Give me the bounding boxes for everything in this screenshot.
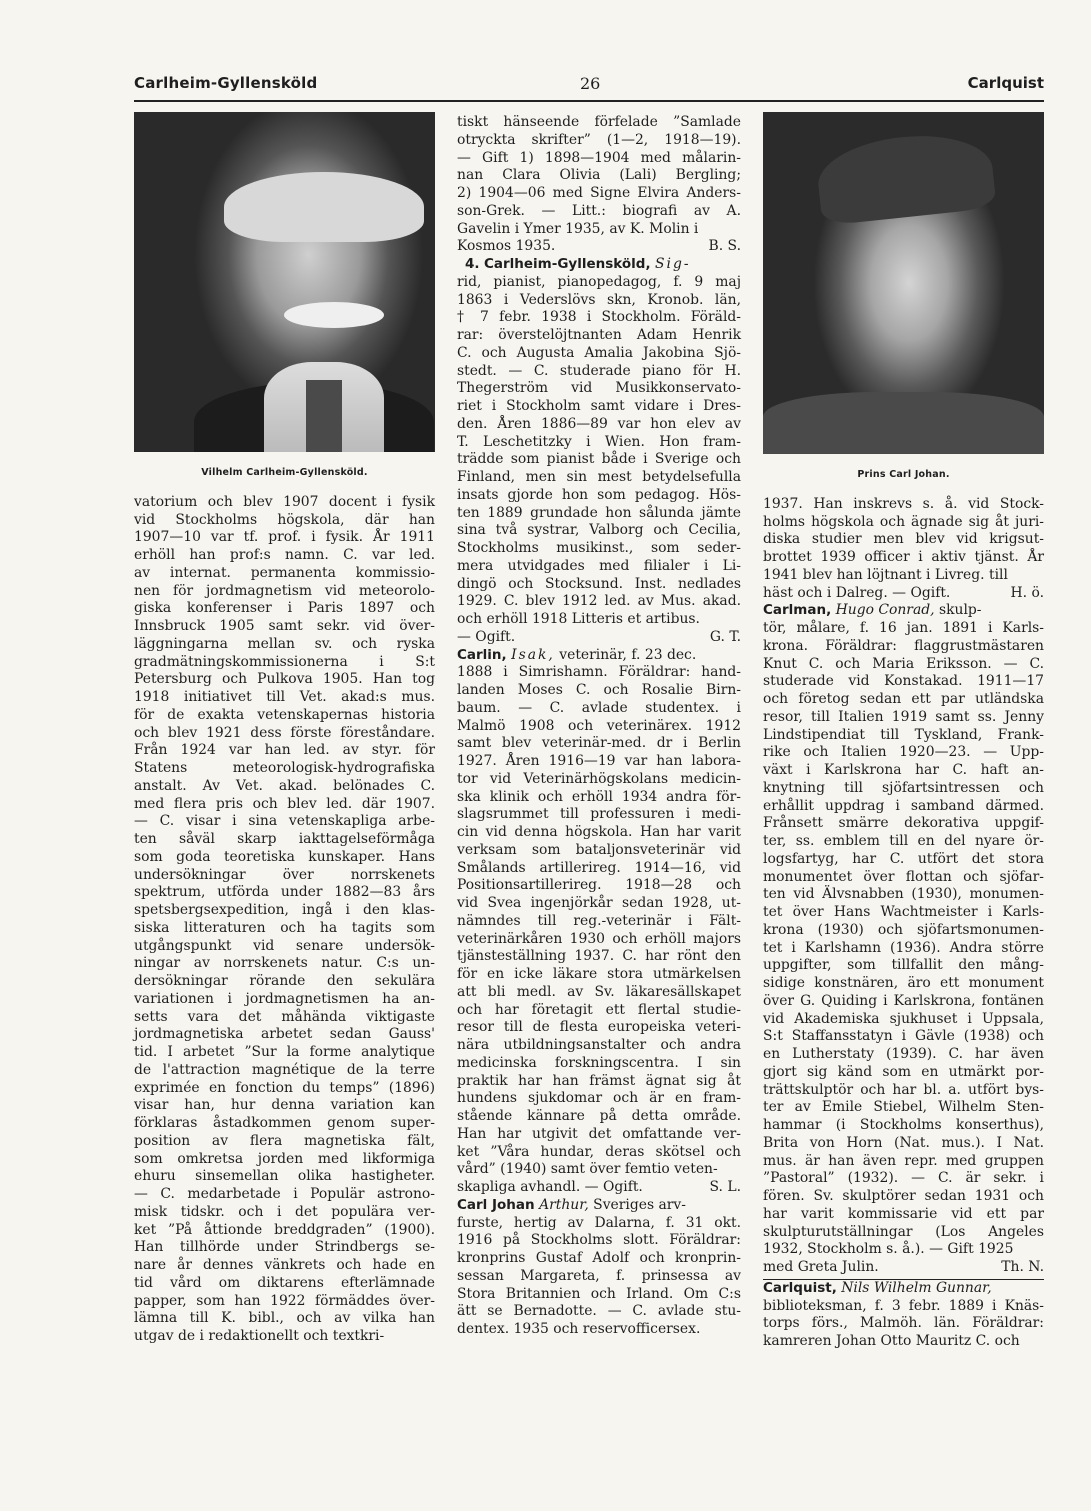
text-line: med flera pris och blev led. där 1907. — [134, 795, 435, 812]
text-line: 1937. Han inskrevs s. å. vid Stock- — [763, 495, 1044, 512]
text-line: fören. Sv. skulptörer sedan 1931 och — [763, 1188, 1044, 1204]
signature-line — [457, 629, 741, 647]
text-line: dentex. 1935 och reservofficersex. — [457, 1321, 701, 1337]
text-line: lämna till K. bibl., och av vilka han — [134, 1310, 435, 1327]
text-line: ”Pastoral” (1932). — C. är sekr. i — [763, 1170, 1044, 1187]
text-line: sidige konstnären, äro ett monument — [763, 975, 1044, 991]
text-line: tiskt hänseende förfelade ”Samlade — [457, 114, 741, 130]
text-line: sina två systrar, Valborg och Cecilia, — [457, 522, 741, 539]
text-line: Frånsett smärre dekorativa uppgif- — [763, 815, 1044, 832]
header-right-keyword: Carlquist — [967, 74, 1044, 92]
text-line: hammar (i Stockholms konserthus), — [763, 1117, 1044, 1133]
text-line: 2) 1904—06 med Signe Elvira Anders- — [457, 185, 741, 201]
text-line: Positionsartillerireg. 1918—28 och — [457, 877, 741, 894]
signature-text: — Ogift. — [457, 628, 516, 645]
entry-name: Carlheim-Gyllensköld, — [483, 256, 651, 272]
text-line: Knut C. och Maria Eriksson. — C. — [763, 655, 1044, 672]
text-line: uppgifter, som tillfallit den mång- — [763, 957, 1044, 974]
text-line: stående kännare på detta område. — [457, 1108, 741, 1124]
signature-line — [763, 1259, 1044, 1277]
text-line: vid Svea ingenjörkår sedan 1928, ut- — [457, 895, 741, 911]
text-line: — Gift 1) 1898—1904 med målarin- — [457, 149, 741, 166]
portrait-photo-prins-carl-johan — [763, 112, 1044, 454]
text-line: otryckta skrifter” (1—2, 1918—19). — [457, 131, 741, 148]
text-line: trättskulptör och har bl. a. utfört bys- — [763, 1081, 1044, 1098]
text-line: som omkretsa jorden med likformiga — [134, 1150, 435, 1167]
column-left — [134, 112, 435, 1346]
signature-line — [457, 238, 741, 256]
text-line: hundens sjukdomar och är en fram- — [457, 1090, 741, 1107]
text-line: rar: överstelöjtnanten Adam Henrik — [457, 327, 741, 343]
header-left-keyword: Carlheim-Gyllensköld — [134, 74, 318, 92]
signature-line — [457, 1179, 741, 1197]
text-line: krona (1930) och sjöfartsmonumen- — [763, 921, 1044, 938]
text-line: landen Moses C. och Rosalie Birn- — [457, 682, 741, 698]
text-line: för de exakta vetenskapernas historia — [134, 706, 435, 723]
text-line: nare år dennes vänkrets och hade en — [134, 1257, 435, 1273]
text-line: logsfartyg, har C. utfört det stora — [763, 850, 1044, 867]
text-line: Från 1924 var han led. av styr. för — [134, 742, 435, 759]
text-line: tjänsteställning 1937. C. har rönt den — [457, 948, 741, 965]
text-line: tid vård om diktarens efterlämnade — [134, 1274, 435, 1291]
author-initials: Th. N. — [1001, 1259, 1044, 1275]
text-line: läggningarna mellan sv. och ryska — [134, 635, 435, 652]
text-line: Innsbruck 1905 samt sekr. vid över- — [134, 618, 435, 634]
header-rule — [134, 100, 1044, 102]
column-right — [763, 112, 1044, 1351]
photo-caption: Vilhelm Carlheim-Gyllensköld. — [201, 467, 368, 478]
entry-name: Carlman, — [763, 602, 832, 619]
text-line: och erhöll 1918 Litteris et artibus. — [457, 611, 700, 627]
text-line: 1941 blev han löjtnant i Livreg. till — [763, 566, 1008, 583]
text-line: position av flera magnetiska fält, — [134, 1132, 435, 1149]
text-line: ska klinik och erhöll 1934 andra för- — [457, 788, 741, 805]
signature-text: skapliga avhandl. — Ogift. — [457, 1179, 643, 1195]
text-line: variationen i jordmagnetismen ha an- — [134, 990, 435, 1007]
text-line: den. Åren 1886—89 var hon elev av — [457, 415, 741, 432]
text-line: exprimée en fonction du temps” (1896) — [134, 1079, 435, 1096]
text-line: monumentet över flottan och sjöfar- — [763, 868, 1044, 885]
text-line: dersökningar rörande den sekulära — [134, 973, 435, 989]
entry-heading — [457, 1197, 741, 1215]
text-line: tet över Hans Wachtmeister i Karls- — [763, 904, 1044, 920]
text-line: ket ”Våra hundar, deras skötsel och — [457, 1143, 741, 1160]
text-line: slagsrummet till professuren i medi- — [457, 806, 741, 823]
text-line: ket ”På åttionde breddgraden” (1900). — [134, 1221, 435, 1238]
portrait-photo-carlheim-gyllenskold — [134, 112, 435, 452]
text-line: mus. är han även repr. med gruppen — [763, 1152, 1044, 1169]
body-text — [457, 114, 741, 238]
text-line: Han tillhörde under Strindbergs se- — [134, 1239, 435, 1256]
text-line: ningar av norrskenets natur. C:s un- — [134, 955, 435, 972]
entry-given-name: Nils Wilhelm Gunnar, — [841, 1279, 992, 1296]
text-line: de l'attraction magnétique de la terre — [134, 1061, 435, 1078]
text-line: T. Leschetitzky i Wien. Hon fram- — [457, 433, 741, 450]
text-line: nära utbildningsanstalter och andra — [457, 1037, 741, 1053]
text-line: dingö och Stocksund. Inst. nedlades — [457, 575, 741, 592]
text-line: brottet 1939 officer i aktiv tjänst. År — [763, 549, 1044, 565]
text-line: 1929. C. blev 1912 led. av Mus. akad. — [457, 593, 741, 610]
text-line: som goda teoretiska kunskaper. Hans — [134, 848, 435, 865]
text-line: och blev 1921 dess förste föreståndare. — [134, 724, 435, 741]
text-line: — C. visar i sina vetenskapliga arbe- — [134, 813, 435, 830]
text-line: vid Akademiska sjukhuset i Uppsala, — [763, 1010, 1044, 1027]
text-line: tet i Karlshamn (1936). Andra större — [763, 939, 1044, 956]
text-line: resor, till Italien 1919 samt ss. Jenny — [763, 708, 1044, 725]
text-line: torps förs., Malmöh. län. Föräldrar: — [763, 1315, 1044, 1332]
text-line: och företog sedan ett par utländska — [763, 691, 1044, 707]
text-line: kamreren Johan Otto Mauritz C. och — [763, 1333, 1020, 1349]
text-line: 1888 i Simrishamn. Föräldrar: hand- — [457, 664, 741, 681]
page-number: 26 — [580, 74, 601, 93]
text-line: verksam som bataljonsveterinär vid — [457, 841, 741, 858]
text-line: insats gjorde hon som pedagog. Hös- — [457, 486, 741, 503]
text-line: gjort sig känd som en utmärkt por- — [763, 1063, 1044, 1080]
entry-name: Carlquist, — [763, 1279, 837, 1296]
text-line: erhöll han prof:s namn. C. var led. — [134, 547, 435, 563]
text-line: utgav de i redaktionellt och textkri- — [134, 1328, 385, 1344]
signature-text: Kosmos 1935. — [457, 238, 556, 255]
text-line: C. och Augusta Amalia Jakobina Sjö- — [457, 344, 741, 361]
entry-heading — [457, 647, 741, 665]
text-line: son-Grek. — Litt.: biografi av A. — [457, 202, 741, 219]
text-line: misk tidskr. och i det populära ver- — [134, 1203, 435, 1220]
text-line: Stockholms musikinst., som seder- — [457, 540, 741, 556]
signature-text: häst och i Dalreg. — Ogift. — [763, 584, 951, 601]
body-text — [763, 1298, 1044, 1351]
text-line: ter, ss. emblem till en del nyare ör- — [763, 833, 1044, 849]
text-line: 1918 initiativet till Vet. akad:s mus. — [134, 689, 435, 705]
signature-line — [763, 585, 1044, 603]
text-line: vatorium och blev 1907 docent i fysik — [134, 493, 435, 510]
text-line: krona. Föräldrar: flaggrustmästaren — [763, 637, 1044, 654]
text-line: rike och Italien 1920—23. — Upp- — [763, 744, 1044, 761]
text-line: vård” (1940) samt över femtio veten- — [457, 1161, 718, 1178]
text-line: samt blev veterinär-med. dr i Berlin — [457, 735, 741, 752]
text-line: nämndes till reg.-veterinär i Fält- — [457, 912, 741, 929]
text-line: spektrum, utförda under 1882—83 års — [134, 884, 435, 901]
text-line: Lindstipendiat till Tyskland, Frank- — [763, 726, 1044, 743]
text-line: växt i Karlskrona har C. haft an- — [763, 762, 1044, 778]
text-line: undersökningar över norrskenets — [134, 866, 435, 883]
text-line: för en icke läkare stora utmärkelsen — [457, 966, 741, 982]
text-line: ter av Emile Stiebel, Wilhelm Sten- — [763, 1099, 1044, 1116]
text-line: setts vara det måhända viktigaste — [134, 1008, 435, 1025]
text-line: sessan Margareta, f. prinsessa av — [457, 1267, 741, 1284]
photo-caption: Prins Carl Johan. — [857, 469, 950, 480]
author-initials: B. S. — [708, 238, 741, 255]
entry-text: veterinär, f. 23 dec. — [559, 646, 697, 663]
text-line: Stora Britannien och Irland. Om C:s — [457, 1285, 741, 1302]
text-line: studerade vid Konstakad. 1911—17 — [763, 673, 1044, 690]
author-initials: G. T. — [709, 628, 741, 645]
text-line: nen för jordmagnetism vid meteorolo- — [134, 582, 435, 599]
text-line: 1907—10 var tf. prof. i fysik. År 1911 — [134, 529, 435, 546]
text-line: nan Clara Olivia (Lali) Bergling; — [457, 167, 741, 184]
text-line: och har företagit ett flertal studie- — [457, 1001, 741, 1018]
text-line: ehuru sinsemellan olika hastigheter. — [134, 1168, 435, 1185]
text-line: 1916 på Stockholms slott. Föräldrar: — [457, 1232, 741, 1249]
text-line: holms högskola och ägnade sig åt juri- — [763, 513, 1044, 530]
text-line: över G. Quiding i Karlskrona, fontänen — [763, 992, 1044, 1009]
entry-given-name: Sig- — [655, 256, 691, 272]
text-line: att bli medl. av Sv. läkaresällskapet — [457, 983, 741, 1000]
text-line: S:t Staffansstatyn i Gävle (1938) och — [763, 1028, 1044, 1045]
text-line: ätt se Bernadotte. — C. avlade stu- — [457, 1303, 741, 1320]
column-middle — [457, 114, 741, 1339]
text-line: Han har utgivit det omfattande ver- — [457, 1125, 741, 1142]
text-line: 1932, Stockholm s. å.). — Gift 1925 — [763, 1241, 1014, 1258]
author-initials: H. ö. — [1010, 584, 1044, 601]
text-line: ten 1889 grundade hon sålunda jämte — [457, 504, 741, 521]
entry-name: Carl Johan — [457, 1196, 535, 1213]
entry-given-name: Hugo Conrad, — [835, 602, 935, 619]
text-line: Brita von Horn (Nat. mus.). I Nat. — [763, 1134, 1044, 1151]
text-line: knytning till sjöfartsintressen och — [763, 779, 1044, 796]
text-line: tor vid Veterinärhögskolans medicin- — [457, 770, 741, 787]
text-line: diska studier men blev vid krigsut- — [763, 531, 1044, 548]
text-line: Statens meteorologisk-hydrografiska — [134, 760, 435, 776]
running-header — [134, 74, 1044, 100]
text-line: ten såväl skarp iakttagelseförmåga — [134, 831, 435, 847]
text-line: Finland, men sin mest betydelsefulla — [457, 469, 741, 485]
text-line: siska litteraturen och ha tagits som — [134, 919, 435, 936]
text-line: trädde som pianist både i Sverige och — [457, 451, 741, 468]
entry-text: Sveriges arv- — [593, 1196, 686, 1213]
entry-heading — [457, 256, 741, 274]
text-line: praktik har han främst ägnat sig åt — [457, 1072, 741, 1089]
entry-heading — [763, 602, 1044, 620]
text-line: — C. medarbetade i Populär astrono- — [134, 1186, 435, 1202]
entry-given-name: Isak, — [511, 646, 555, 663]
entry-heading — [763, 1280, 1044, 1298]
text-line: riet i Stockholm samt vidare i Dres- — [457, 398, 741, 414]
text-line: medicinska forskningscentra. I sin — [457, 1054, 741, 1071]
text-line: furste, hertig av Dalarna, f. 31 okt. — [457, 1214, 741, 1231]
text-line: skulpturutställningar (Los Angeles — [763, 1223, 1044, 1240]
body-text — [457, 664, 741, 1179]
text-line: Malmö 1908 och veterinärex. 1912 — [457, 717, 741, 734]
body-text — [457, 1215, 741, 1339]
text-line: förklaras åstadkommen genom super- — [134, 1115, 435, 1131]
signature-text: med Greta Julin. — [763, 1259, 879, 1275]
text-line: resor till de flesta europeiska veteri- — [457, 1019, 741, 1036]
text-line: baum. — C. avlade studentex. i — [457, 699, 741, 716]
text-line: gradmätningskommissionerna i S:t — [134, 653, 435, 670]
text-line: † 7 febr. 1938 i Stockholm. Föräld- — [457, 309, 741, 326]
text-line: av internat. permanenta kommissio- — [134, 564, 435, 581]
text-line: Petersburg och Pulkova 1905. Han tog — [134, 671, 435, 688]
text-line: anstalt. Av Vet. akad. belönades C. — [134, 777, 435, 794]
entry-number: 4. — [465, 256, 480, 272]
text-line: kronprins Gustaf Adolf och kronprin- — [457, 1250, 741, 1266]
text-line: en Lutherstaty (1939). C. har även — [763, 1046, 1044, 1062]
text-line: 1863 i Vederslövs skn, Kronob. län, — [457, 291, 741, 308]
text-line: stedt. — C. studerade piano för H. — [457, 362, 741, 379]
text-line: vid Stockholms högskola, där han — [134, 511, 435, 528]
text-line: mera utvidgades med filialer i Li- — [457, 557, 741, 574]
body-text — [457, 274, 741, 629]
text-line: har varit kommissarie vid ett par — [763, 1205, 1044, 1222]
body-text — [763, 496, 1044, 585]
text-line: ten vid Älvsnabben (1930), monumen- — [763, 886, 1044, 903]
entry-given-name: Arthur, — [539, 1196, 589, 1213]
body-text — [763, 620, 1044, 1259]
author-initials: S. L. — [709, 1179, 741, 1195]
text-line: utgångspunkt vid senare undersök- — [134, 937, 435, 954]
text-line: cin vid denna högskola. Han har varit — [457, 824, 741, 840]
entry-name: Carlin, — [457, 646, 507, 663]
entry-text: skulp- — [938, 602, 982, 619]
text-line: giska konferenser i Paris 1897 och — [134, 600, 435, 617]
text-line: jordmagnetiska arbetet sedan Gauss' — [134, 1026, 435, 1043]
text-line: rid, pianist, pianopedagog, f. 9 maj — [457, 273, 741, 290]
text-line: biblioteksman, f. 3 febr. 1889 i Knäs- — [763, 1297, 1044, 1314]
body-text — [134, 494, 435, 1346]
text-line: veterinärkåren 1930 och erhöll majors — [457, 930, 741, 947]
text-line: Thegerström vid Musikkonservato- — [457, 380, 741, 397]
text-line: visar han, hur denna variation kan — [134, 1097, 435, 1114]
text-line: Smålands artillerireg. 1914—16, vid — [457, 859, 741, 876]
text-line: Gavelin i Ymer 1935, av K. Molin i — [457, 220, 699, 237]
text-line: tid. I arbetet ”Sur la forme analytique — [134, 1044, 435, 1060]
text-line: erhållit uppdrag i samband därmed. — [763, 797, 1044, 814]
text-line: 1927. Åren 1916—19 var han labora- — [457, 753, 741, 769]
text-line: tör, målare, f. 16 jan. 1891 i Karls- — [763, 620, 1044, 636]
text-line: spetsbergsexpedition, ingå i den klas- — [134, 902, 435, 918]
text-line: papper, som han 1922 förmäddes över- — [134, 1292, 435, 1309]
